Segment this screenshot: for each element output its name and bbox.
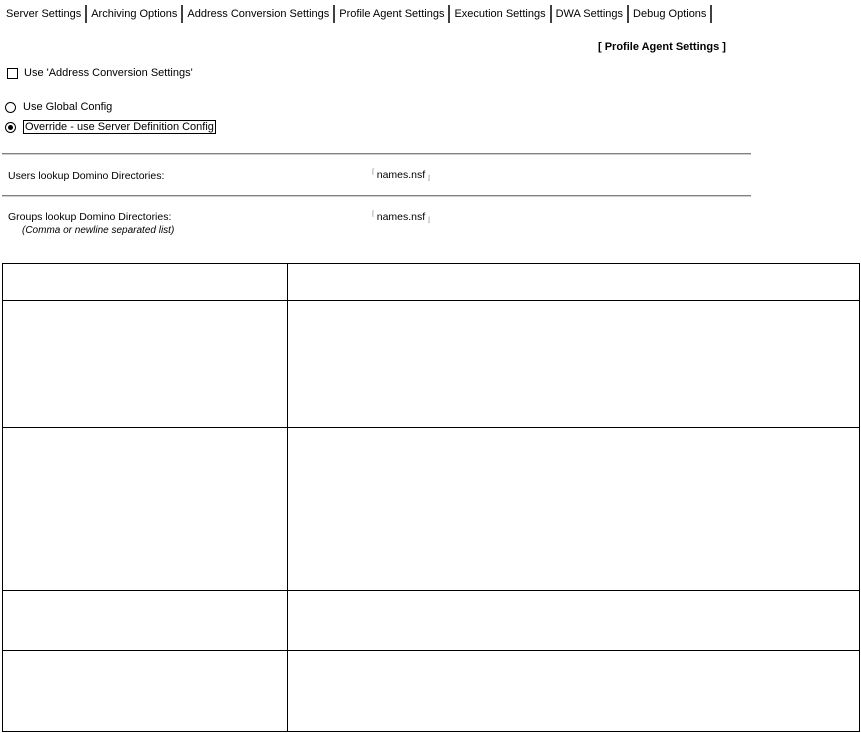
table-cell <box>288 301 860 428</box>
groups-lookup-label: Groups lookup Domino Directories: <box>8 211 172 223</box>
override-config-radio[interactable] <box>5 122 16 133</box>
users-lookup-field[interactable] <box>372 169 430 181</box>
table-cell <box>288 591 860 651</box>
empty-grid-table <box>2 263 860 732</box>
config-option-override-row <box>5 120 216 134</box>
table-cell <box>3 264 288 301</box>
tab-bar <box>4 2 712 26</box>
field-end-marker: ⌋ <box>427 175 430 182</box>
use-address-conversion-row <box>7 67 193 79</box>
divider <box>2 153 751 155</box>
tab-execution-settings[interactable]: Execution Settings <box>450 5 551 23</box>
global-config-label: Use Global Config <box>23 101 113 113</box>
table-row <box>3 428 860 591</box>
field-start-marker: ⌈ <box>372 169 375 176</box>
use-address-conversion-checkbox[interactable] <box>7 68 18 79</box>
table-cell <box>3 301 288 428</box>
table-cell <box>288 428 860 591</box>
users-lookup-label: Users lookup Domino Directories: <box>8 170 165 182</box>
divider <box>2 195 751 197</box>
table-cell <box>3 591 288 651</box>
field-start-marker: ⌈ <box>372 211 375 218</box>
table-cell <box>288 651 860 732</box>
table-row <box>3 264 860 301</box>
table-row <box>3 651 860 732</box>
table-row <box>3 591 860 651</box>
global-config-radio[interactable] <box>5 102 16 113</box>
tab-address-conversion-settings[interactable]: Address Conversion Settings <box>183 5 335 23</box>
table-row <box>3 301 860 428</box>
table-cell <box>288 264 860 301</box>
section-title: [ Profile Agent Settings ] <box>598 41 726 53</box>
config-option-global-row <box>5 101 112 113</box>
tab-debug-options[interactable]: Debug Options <box>629 5 712 23</box>
tab-server-settings[interactable]: Server Settings <box>4 5 87 23</box>
table-cell <box>3 651 288 732</box>
field-end-marker: ⌋ <box>427 217 430 224</box>
table-cell <box>3 428 288 591</box>
tab-dwa-settings[interactable]: DWA Settings <box>552 5 629 23</box>
groups-lookup-note: (Comma or newline separated list) <box>22 225 175 236</box>
use-address-conversion-label: Use 'Address Conversion Settings' <box>24 67 193 79</box>
tab-profile-agent-settings[interactable]: Profile Agent Settings <box>335 5 450 23</box>
groups-lookup-field[interactable] <box>372 211 430 223</box>
override-config-label: Override - use Server Definition Config <box>25 121 214 133</box>
tab-archiving-options[interactable]: Archiving Options <box>87 5 183 23</box>
groups-lookup-value: names.nsf <box>376 211 426 223</box>
users-lookup-value: names.nsf <box>376 169 426 181</box>
